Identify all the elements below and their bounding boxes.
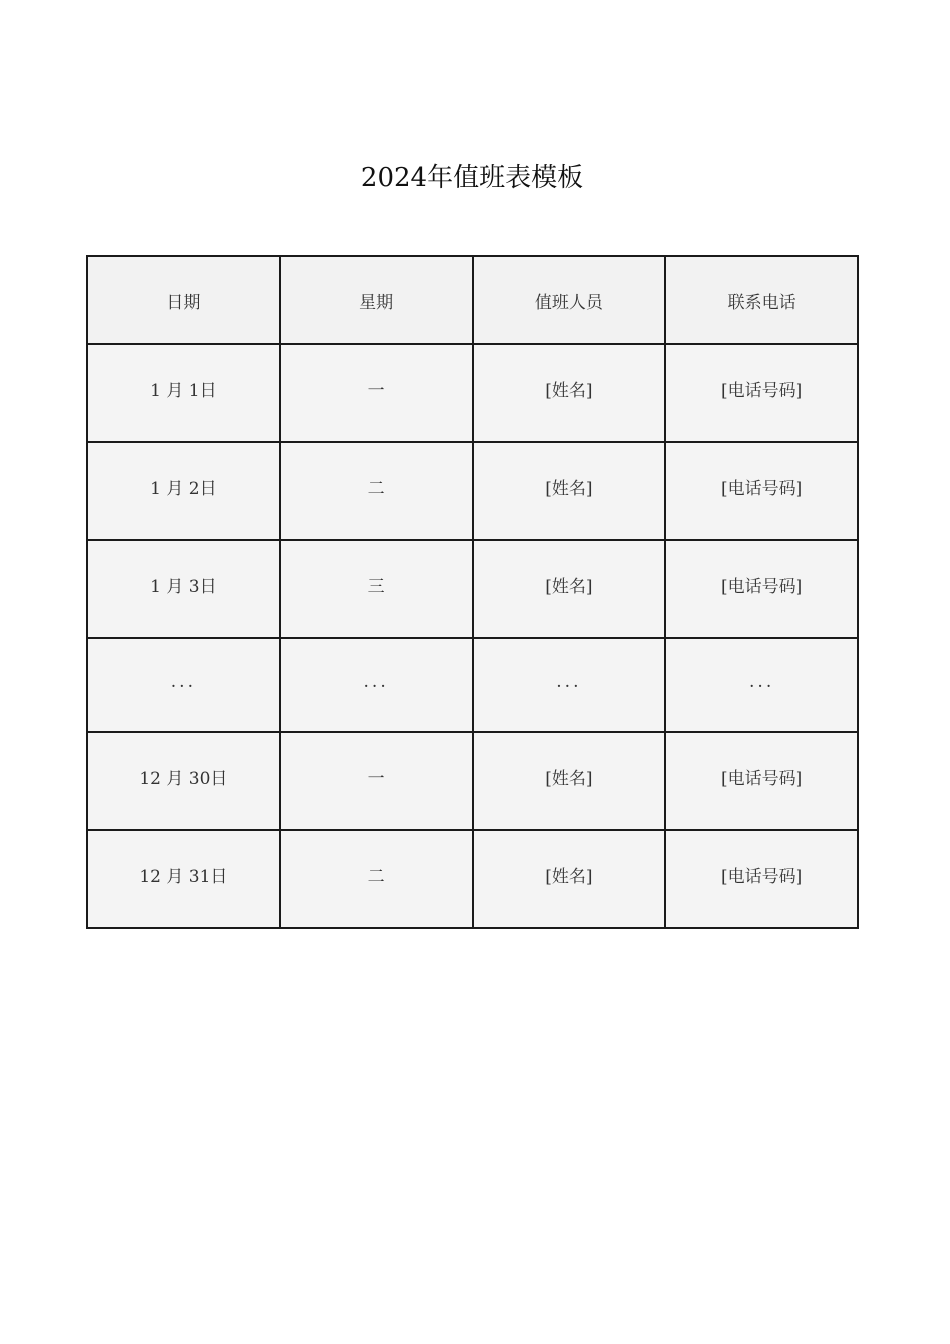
phone-cell: [电话号码] [665,732,858,830]
date-cell: 1 月 2日 [87,442,280,540]
table-row-ellipsis [87,638,858,732]
weekday-cell: 一 [280,732,473,830]
header-staff: 值班人员 [473,256,666,344]
header-date: 日期 [87,256,280,344]
ellipsis-cell: ... [87,638,280,732]
phone-cell: [电话号码] [665,344,858,442]
staff-cell: [姓名] [473,344,666,442]
header-phone: 联系电话 [665,256,858,344]
staff-cell: [姓名] [473,732,666,830]
date-cell: 12 月 31日 [87,830,280,928]
weekday-cell: 二 [280,830,473,928]
date-cell: 1 月 1日 [87,344,280,442]
staff-cell: [姓名] [473,830,666,928]
phone-cell: [电话号码] [665,442,858,540]
table-row [87,830,858,928]
date-cell: 12 月 30日 [87,732,280,830]
staff-cell: [姓名] [473,540,666,638]
weekday-cell: 一 [280,344,473,442]
ellipsis-cell: ... [280,638,473,732]
weekday-cell: 二 [280,442,473,540]
phone-cell: [电话号码] [665,830,858,928]
phone-cell: [电话号码] [665,540,858,638]
page-title: 2024年值班表模板 [360,163,584,193]
table-row [87,344,858,442]
table-header-row [87,256,858,344]
table-row [87,442,858,540]
duty-roster-table [86,255,859,929]
ellipsis-cell: ... [665,638,858,732]
date-cell: 1 月 3日 [87,540,280,638]
staff-cell: [姓名] [473,442,666,540]
table-row [87,732,858,830]
weekday-cell: 三 [280,540,473,638]
table-row [87,540,858,638]
ellipsis-cell: ... [473,638,666,732]
header-weekday: 星期 [280,256,473,344]
